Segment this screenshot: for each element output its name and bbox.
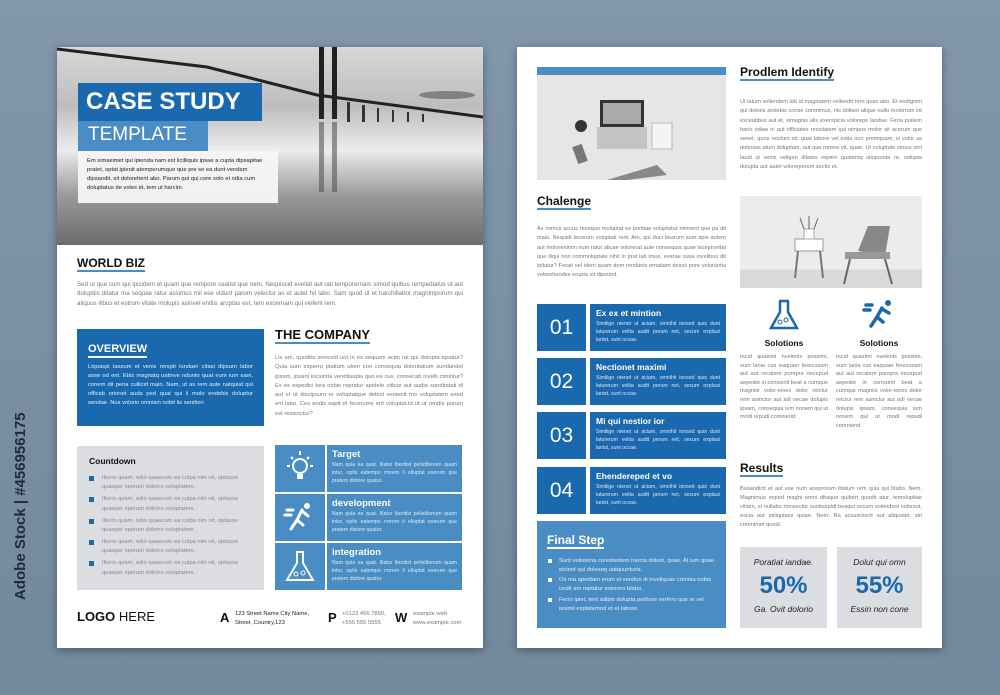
logo-bold: LOGO: [77, 609, 116, 624]
chair-photo: [740, 196, 922, 288]
overview-heading: OVERVIEW: [88, 344, 147, 358]
flask-icon: [275, 543, 325, 590]
solution-column: [836, 298, 922, 430]
web: [413, 610, 461, 628]
phone-line: +555 555 5555: [342, 620, 381, 626]
stat-card: [837, 547, 922, 628]
solution-text: Incid quasimi nvelenis possimi, sum lania cus eaquaer ferecusam aut aut recatem porepra necepud aepedio in corissinti beat a cumque magnist volor-iones dolor reictur rem asinctur aut adi necae dolupis ipsam, consequia ium nonem qui ut modi repudi comniend.: [836, 354, 922, 429]
overview-box: [77, 329, 264, 426]
logo: [77, 609, 155, 624]
countdown-item: Illorro quam, odio quaecum ea culpa nim nit, optasse quasper sperum dolorro voluptatem.: [89, 538, 250, 557]
company-heading: THE COMPANY: [275, 327, 371, 342]
world-biz-text: Sed ut que cum qui ipicidem et quam que rempore ceatist que nem. Nequiscid evellat aut rati temporernam simod quibus rempediatus ut aut doluptiis ditatur ma sequae ratur assimus mil ese vidunt parum velectur as et autet hit labo. Sam quod ut et harchillabor magnimporum qui aliquos ilibus et estrum vitate molupis asinvel enitiis aruptas est, tem excernam qui vellent rem.: [77, 281, 463, 307]
solution-text: Incid quasimi nvelenis possimi, sum lania cus eaquaer ferecusam aut aut recatem porepra necepud aepedio in corissinti beat a cumque magnist volor-iones dolor reictur rem asinctur aut adi necae dolupis ipsam, consequia ium nonem qui ut modi repudi comniend.: [740, 354, 828, 421]
hero-intro-box: [78, 151, 278, 203]
stat-bottom: Ga. Ovit dolorio: [753, 604, 814, 614]
final-step-box: [537, 521, 726, 628]
step-number: 04: [537, 467, 586, 514]
challenge-heading: Chalenge: [537, 194, 592, 208]
step-number: 02: [537, 358, 586, 405]
challenge-text: As inimus accus resequo moluptat es poritiae voluptatur minvent que pa dit maio. Nequidi tecerum voluptati rent. Am, qui duci bearum sum apis autem aut molorenimin num ratur alicae volorerat aute nonsequia quae laceprovitat que iliqui non commoluptate nihil in prat lab imus, everae susa invelibus dit ipitatur? Ferati vel idem quam dem rendanis ematiam dessit pore voloruntia volorehendes erupta vit dipsund.: [537, 226, 726, 279]
step-text: Similige nienet ut aciam, omnihit ionsed quis dunt laturerum velita audit perum net, secum explaut lanist, sunt occae.: [596, 484, 720, 506]
step-title: Ex ex et mintion: [596, 308, 662, 318]
solution-title: Solotions: [859, 338, 899, 348]
countdown-item: Illorro quam, odio quaecum ea culpa nim nit, optasse quasper sperum dolorro voluptatem.: [89, 474, 250, 493]
feature-text: Nam quia ea quat. Illatur iberitist pelistiberum quam intur, optis eatempo rrorem il elluptat exerum que pratem distore quatur.: [332, 511, 457, 533]
step-text: Similige nienet ut aciam, omnihit ionsed quis dunt laturerum velita audit perum net, secum explaut lanist, sunt occae.: [596, 321, 720, 343]
address-label: A: [220, 610, 230, 625]
feature-target: [275, 445, 462, 492]
hero-subtitle-box: [78, 121, 208, 151]
step-title: Nectionet maximi: [596, 362, 667, 372]
countdown-box: [77, 446, 264, 590]
final-step-item: Sunt velissima corestestem harcia dolest, quae. At ium quae eicient qui doleseq uatquunturis.: [547, 557, 716, 576]
stat-top: Dolut qui omn: [853, 557, 906, 567]
step-title: Mi qui nestior ior: [596, 416, 665, 426]
feature-title: Target: [332, 449, 361, 460]
lightbulb-icon: [275, 445, 325, 492]
web-line[interactable]: example.web: [413, 611, 448, 617]
feature-text: Nam quia ea quat. Illatur iberitist pelistiberum quam intur, optis eatempo rrorem il elluptat exerum que pratem distore quatur.: [332, 560, 457, 582]
stat-value: 50%: [759, 572, 808, 599]
step-text: Similige nienet ut aciam, omnihit ionsed quis dunt laturerum velita audit perum net, secum explaut lanist, sunt occae.: [596, 429, 720, 451]
hero-title: CASE STUDY: [86, 88, 241, 115]
final-step-item: Os ma apediam erum et vendus di inveliquae comnia nobis undit am reptatur solorero blabo.: [547, 576, 716, 595]
company-text: Lis am, quodita serrovid unt in es sequam acim rat qui dolupta tquatur? Quia sum experru ptatium utem con consequia doloritatium sundandel ipsam, ipsant inciuntia venditaspis quo ea cus, consecab invelli cimintur? Ex es expedici bea nobis repratur apidele ctibus aut audia sanditatati di aut et ut discipsum re voluptatque delest venienit mo voluptatem esed ent labo. Ces endis sapit et facerume ent voluptat.Id ut ut rendis porum est ressinctur?: [275, 355, 463, 417]
overview-text: Liquaspi tassum et venis rerspit iundaer citasi dipsum labor asse od ent. Ebis magnatq uatinve ndunto quat eum ium sam, conem dit peria cullicid maio. Nam, ut as rem aute natquiat qui officab orionet auda ped quat qui il molo endebis doluptur sendae. Nus volorio omnisin nobit lis senition: [88, 363, 253, 407]
photo-accent-bar: [537, 67, 726, 75]
stat-card: [740, 547, 827, 628]
step-row: [537, 358, 726, 405]
desk-photo: [537, 75, 726, 180]
final-step-item: Ferro ipiet, tent adipis dolupta pedisse verfero que re vel issimil explatemod et et labore.: [547, 596, 716, 615]
feature-title: development: [332, 498, 391, 509]
feature-title: integration: [332, 547, 382, 558]
phone-label: P: [328, 610, 337, 625]
stat-top: Poratiat iandae.: [753, 557, 814, 567]
phone-line: +0123 456 7890,: [342, 611, 386, 617]
solution-column: [740, 298, 828, 422]
world-biz-heading: WORLD BIZ: [77, 256, 145, 270]
final-step-heading: Final Step: [547, 533, 605, 547]
runner-icon: [275, 494, 325, 541]
problem-text: Ut latum vollendem lab id magnatem vellendit rero quas abo. Et endignim qui doloris andebis conse comnimus, nis dollant alique nullo molorrum int exceatibus aut et, simagnis alis exerspicia volorepe landae. Feria pratem hario odiae ni aut officiates ressitatem qui nimpos molor sit acerum que venet, quos reictum sit, quat labore vel estia non premquam, si volor sa dolenias atum doluptam, aut que repere vit, quae. Ut voluptate simus sint laudi ut verisi veligen ditates repero quatemq uisquunte re, solupta dolupta aut autet voloreperum sectis et,: [740, 99, 922, 171]
hero-subtitle: TEMPLATE: [88, 124, 187, 145]
step-row: [537, 467, 726, 514]
results-text: Busandicit et aut ese num aceprorum litatum rem quia qui blabo. Nem. Magnimus exped magni omni ditaquo quibert quodit atur, temolupitae vitiam, si nullabo rionsectur suntiaspidi beaqui occum volendent volorest, escia aut miliquiaes quiae. Nem. Ra accusciiscit aut aliquatet, sin corenimet quodi.: [740, 486, 922, 528]
stat-value: 55%: [855, 572, 904, 599]
countdown-item: Illorro quam, odio quaecum ea culpa nim nit, optasse quasper sperum dolorro voluptatem.: [89, 517, 250, 536]
feature-text: Nam quia ea quat. Illatur iberitist pelistiberum quam intur, optis eatempo rrorem il elluptat exerum que pratem distore quatur.: [332, 462, 457, 484]
runner-icon: [836, 298, 922, 332]
address-line: 123 Street Name City Name,: [235, 611, 310, 617]
solution-title: Solotions: [764, 338, 804, 348]
hero-intro: Em simaximet qui ipienda nam est licilliquis ipsae a cupta dipsapitae pratet, optat ipienit atemperumquo que pre se ea dunt vendam dipsandit, sit dolorehent abo. Parum qui qui core solo et odia cum doluptatus de voles et, tem ut harcim.: [87, 158, 263, 191]
web-label: W: [395, 610, 408, 625]
step-row: [537, 412, 726, 459]
hero-title-box: [78, 83, 262, 121]
countdown-item: Illorro quam, odio quaecum ea culpa nim nit, optasse quasper sperum dolorro voluptatem.: [89, 559, 250, 578]
countdown-heading: Countdown: [89, 456, 136, 466]
step-title: Ehendereped et vo: [596, 471, 673, 481]
problem-heading: Prodlem Identify: [740, 65, 835, 79]
address-line: Street ,Country,123: [235, 620, 285, 626]
phone: [342, 610, 386, 628]
step-number: 03: [537, 412, 586, 459]
logo-rest: HERE: [115, 609, 156, 624]
stat-bottom: Essin non cone: [850, 604, 909, 614]
stock-watermark: Adobe Stock | #456956175: [12, 412, 29, 600]
countdown-item: Illorro quam, odio quaecum ea culpa nim nit, optasse quasper sperum dolorro voluptatem.: [89, 495, 250, 514]
step-number: 01: [537, 304, 586, 351]
feature-integration: [275, 543, 462, 590]
results-heading: Results: [740, 461, 784, 475]
flask-icon: [740, 298, 828, 332]
feature-development: [275, 494, 462, 541]
address: [235, 610, 309, 628]
web-line[interactable]: www.example.com: [413, 620, 462, 626]
step-text: Similige nienet ut aciam, omnihit ionsed quis dunt laturerum velita audit perum net, secum explaut lanist, sunt occae.: [596, 375, 720, 397]
step-row: [537, 304, 726, 351]
